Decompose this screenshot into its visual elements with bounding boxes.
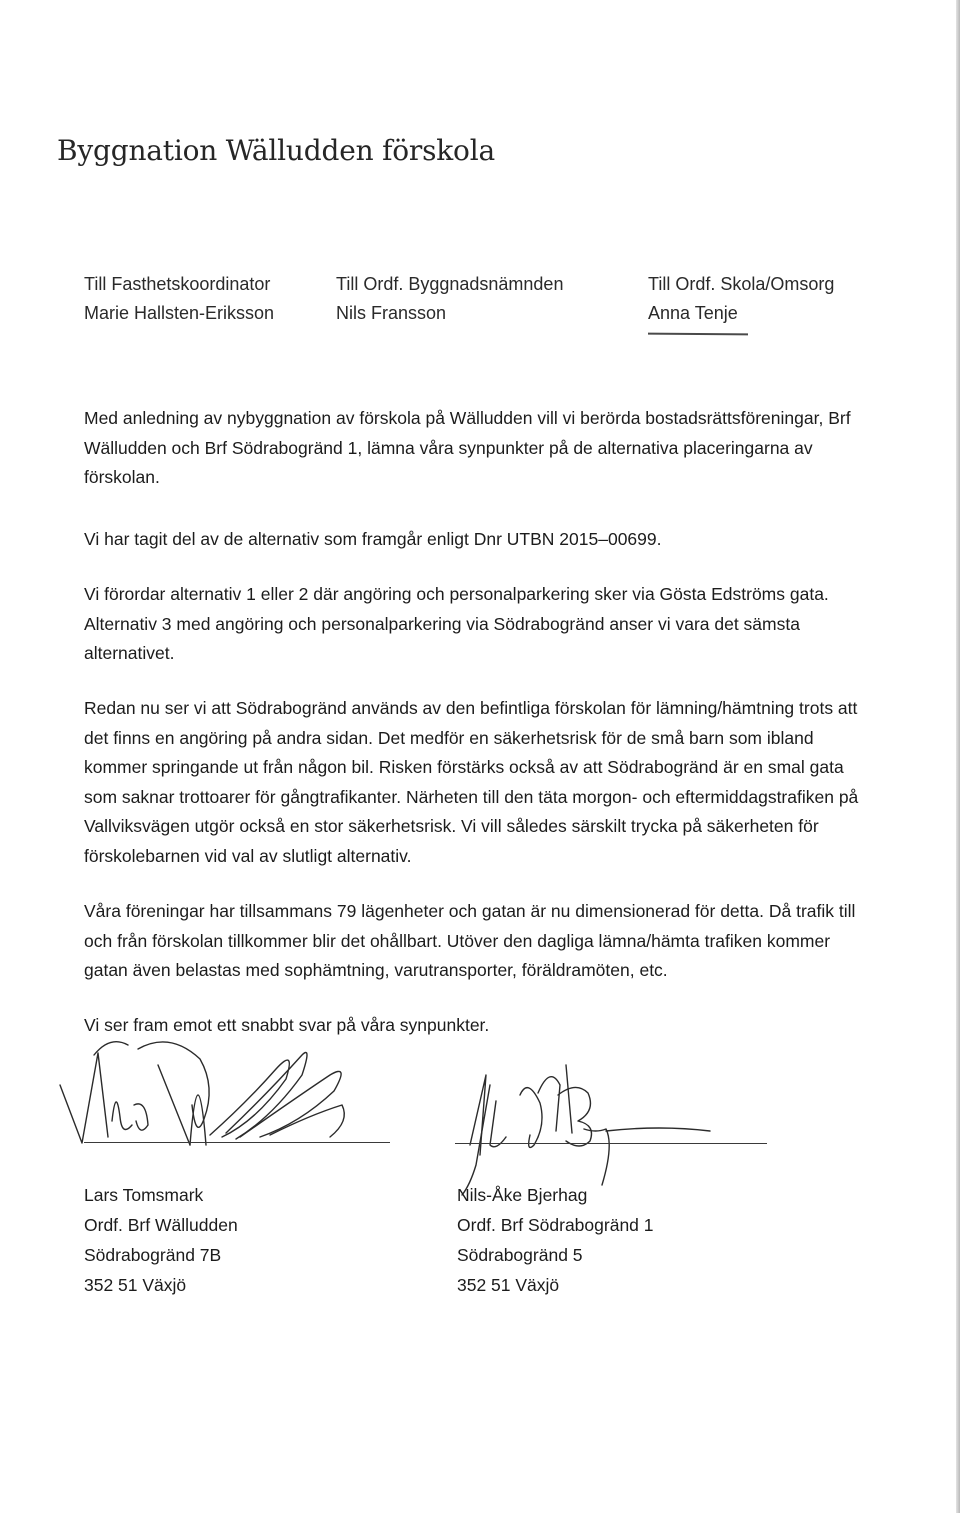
recipient-role: Till Ordf. Skola/Omsorg	[648, 274, 835, 294]
paragraph-safety: Redan nu ser vi att Södrabogränd används av den befintliga förskolan för lämning/hämtning trots att det finns en angöring på andra sidan. Det medför en säkerhetsrisk för de små barn som ibland kommer springande ut från någon bil. Risken förstärks också av att Södrabogränd är en smal gata som saknar trottoarer för gångtrafikanter. Närheten till den täta morgon- och eftermiddagstrafiken på Vallviksvägen utgör också en stor säkerhetsrisk. Vi vill således särskilt trycka på säkerheten för förskolebarnen vid val av slutligt alternativ.	[84, 698, 859, 866]
signature-lars-tomsmark	[60, 1042, 344, 1145]
recipient-role: Till Ordf. Byggnadsnämnden	[336, 274, 564, 294]
signer-city: 352 51 Växjö	[84, 1275, 187, 1295]
recipient-role: Till Fasthetskoordinator	[84, 274, 271, 294]
signer-name: Lars Tomsmark	[84, 1185, 204, 1205]
paragraph-closing: Vi ser fram emot ett snabbt svar på våra synpunkter.	[84, 1015, 490, 1035]
recipient-name: Marie Hallsten-Eriksson	[84, 303, 275, 323]
paragraph-reference: Vi har tagit del av de alternativ som framgår enligt Dnr UTBN 2015–00699.	[84, 529, 662, 549]
recipient-name: Nils Fransson	[336, 303, 447, 323]
signer-street: Södrabogränd 7B	[84, 1245, 222, 1265]
recipient-facility-coordinator	[84, 270, 274, 328]
document-title: Byggnation Wälludden förskola	[57, 134, 495, 167]
signer-street: Södrabogränd 5	[457, 1245, 583, 1265]
signer-title: Ordf. Brf Wälludden	[84, 1215, 238, 1235]
signer-name: Nils-Åke Bjerhag	[457, 1185, 588, 1205]
scan-edge	[956, 0, 960, 1513]
paragraph-intro: Med anledning av nybyggnation av förskola på Wälludden vill vi berörda bostadsrättsföreningar, Brf Wälludden och Brf Södrabogränd 1, lämna våra synpunkter på de alternativa placeringarna av förskolan.	[84, 408, 851, 487]
paragraph-preference: Vi förordar alternativ 1 eller 2 där angöring och personalparkering sker via Gösta Edströms gata. Alternativ 3 med angöring och personalparkering via Södrabogränd anser vi vara det sämsta alternativet.	[84, 584, 829, 663]
signer-block-wallludden	[84, 1180, 238, 1300]
signature-nils-ake-bjerhag	[462, 1065, 710, 1195]
recipient-building-committee	[336, 270, 563, 328]
paragraph-traffic: Våra föreningar har tillsammans 79 lägenheter och gatan är nu dimensionerad för detta. Då trafik till och från förskolan tillkommer blir det ohållbart. Utöver den dagliga lämna/hämta trafiken kommer gatan även belastas med sophämtning, varutransporter, föräldramöten, etc.	[84, 901, 856, 980]
recipient-name: Anna Tenje	[648, 303, 738, 323]
recipient-school-care	[648, 270, 834, 328]
handwritten-underline	[648, 333, 748, 336]
signer-city: 352 51 Växjö	[457, 1275, 560, 1295]
signer-block-sodrabogrand	[457, 1180, 654, 1300]
signer-title: Ordf. Brf Södrabogränd 1	[457, 1215, 654, 1235]
signature-line-right	[455, 1143, 767, 1144]
signature-line-left	[84, 1142, 390, 1143]
